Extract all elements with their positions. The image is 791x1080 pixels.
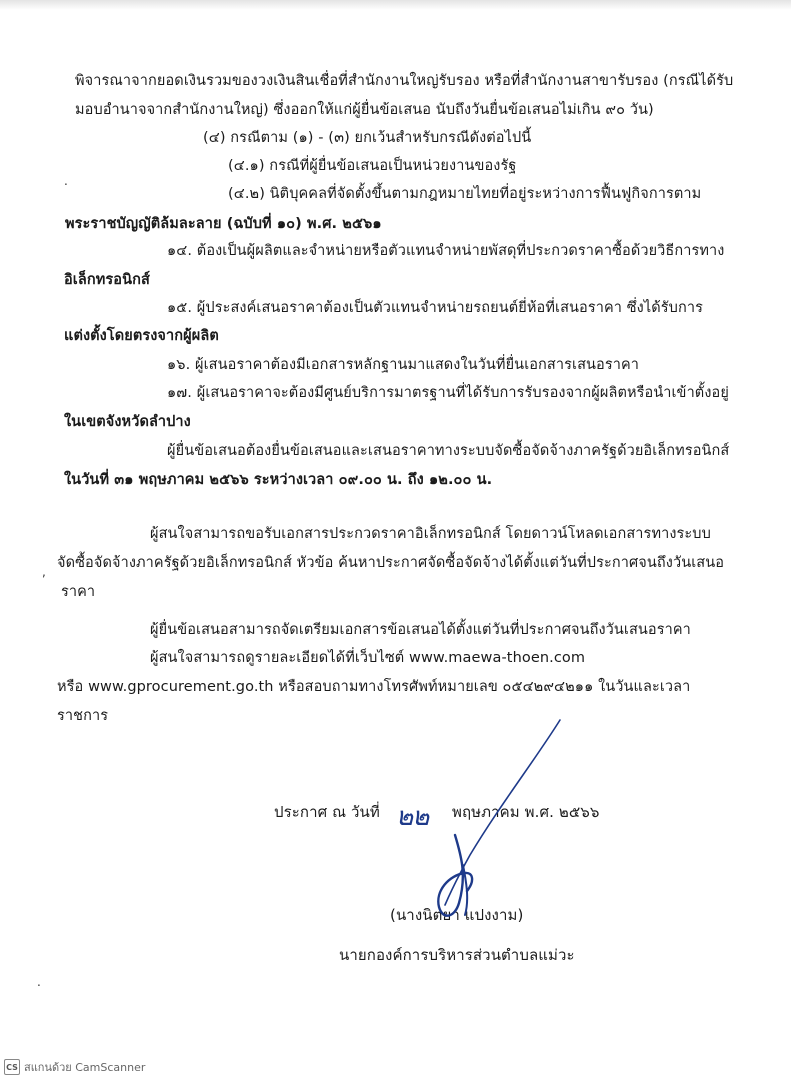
- prepare-docs-line: ผู้ยื่นข้อเสนอสามารถจัดเตรียมเอกสารข้อเสนอได้ตั้งแต่วันที่ประกาศจนถึงวันเสนอราคา: [150, 622, 691, 638]
- signatory-position: นายกองค์การบริหารส่วนตำบลแม่วะ: [339, 946, 575, 964]
- website-line: ผู้สนใจสามารถดูรายละเอียดได้ที่เว็บไซต์ www.maewa-thoen.com: [150, 650, 586, 666]
- camscanner-icon: CS: [4, 1059, 20, 1075]
- scanner-label: สแกนด้วย CamScanner: [24, 1061, 146, 1074]
- clause-14-cont: อิเล็กทรอนิกส์: [64, 272, 150, 288]
- clause-14: ๑๔. ต้องเป็นผู้ผลิตและจำหน่ายหรือตัวแทนจำหน่ายพัสดุที่ประกวดราคาซื้อด้วยวิธีการทาง: [167, 243, 725, 259]
- announcement-prefix: ประกาศ ณ วันที่: [274, 803, 380, 821]
- body-line-5: (๔.๒) นิติบุคคลที่จัดตั้งขึ้นตามกฎหมายไทยที่อยู่ระหว่างการฟื้นฟูกิจการตาม: [228, 186, 702, 202]
- clause-15: ๑๕. ผู้ประสงค์เสนอราคาต้องเป็นตัวแทนจำหน่ายรถยนต์ยี่ห้อที่เสนอราคา ซึ่งได้รับการ: [167, 300, 703, 316]
- body-line-1: พิจารณาจากยอดเงินรวมของวงเงินสินเชื่อที่สำนักงานใหญ่รับรอง หรือที่สำนักงานสาขารับรอง (กรณีได้รับ: [75, 73, 734, 89]
- scan-speck: .: [37, 975, 41, 989]
- contact-line-cont: ราชการ: [57, 708, 109, 724]
- scanner-watermark: [4, 1058, 145, 1076]
- body-line-4: (๔.๑) กรณีที่ผู้ยื่นข้อเสนอเป็นหน่วยงานของรัฐ: [228, 158, 517, 174]
- clause-17: ๑๗. ผู้เสนอราคาจะต้องมีศูนย์บริการมาตรฐานที่ได้รับการรับรองจากผู้ผลิตหรือนำเข้าตั้งอยู่: [167, 385, 729, 401]
- download-line-1: ผู้สนใจสามารถขอรับเอกสารประกวดราคาอิเล็กทรอนิกส์ โดยดาวน์โหลดเอกสารทางระบบ: [150, 526, 711, 542]
- body-line-6: พระราชบัญญัติล้มละลาย (ฉบับที่ ๑๐) พ.ศ. ๒๕๖๑: [65, 216, 382, 232]
- announcement-month-year: พฤษภาคม พ.ศ. ๒๕๖๖: [452, 803, 600, 821]
- download-line-2: จัดซื้อจัดจ้างภาครัฐด้วยอิเล็กทรอนิกส์ หัวข้อ ค้นหาประกาศจัดซื้อจัดจ้างได้ตั้งแต่วันที่ประกาศจนถึงวันเสนอ: [57, 555, 725, 571]
- handwritten-day: ๒๒: [396, 802, 429, 832]
- body-line-2: มอบอำนาจจากสำนักงานใหญ่) ซึ่งออกให้แก่ผู้ยื่นข้อเสนอ นับถึงวันยื่นข้อเสนอไม่เกิน ๙๐ วัน): [75, 102, 654, 118]
- clause-15-cont: แต่งตั้งโดยตรงจากผู้ผลิต: [64, 328, 219, 344]
- contact-line: หรือ www.gprocurement.go.th หรือสอบถามทางโทรศัพท์หมายเลข ๐๕๔๒๙๔๒๑๑ ในวันและเวลา: [57, 679, 691, 695]
- clause-17-cont: ในเขตจังหวัดลำปาง: [64, 414, 191, 430]
- scan-speck: ,: [42, 565, 46, 579]
- submission-line: ผู้ยื่นข้อเสนอต้องยื่นข้อเสนอและเสนอราคาทางระบบจัดซื้อจัดจ้างภาครัฐด้วยอิเล็กทรอนิกส์: [167, 443, 730, 459]
- clause-16: ๑๖. ผู้เสนอราคาต้องมีเอกสารหลักฐานมาแสดงในวันที่ยื่นเอกสารเสนอราคา: [167, 357, 640, 373]
- signatory-name: (นางนิตยา แปงงาม): [390, 906, 524, 924]
- scan-speck: .: [64, 174, 68, 188]
- scan-edge-shadow: [0, 0, 791, 10]
- handwritten-signature: [415, 715, 575, 930]
- body-line-3: (๔) กรณีตาม (๑) - (๓) ยกเว้นสำหรับกรณีดังต่อไปนี้: [203, 130, 532, 146]
- submission-date-line: ในวันที่ ๓๑ พฤษภาคม ๒๕๖๖ ระหว่างเวลา ๐๙.๐๐ น. ถึง ๑๒.๐๐ น.: [64, 472, 493, 488]
- download-line-3: ราคา: [61, 584, 96, 600]
